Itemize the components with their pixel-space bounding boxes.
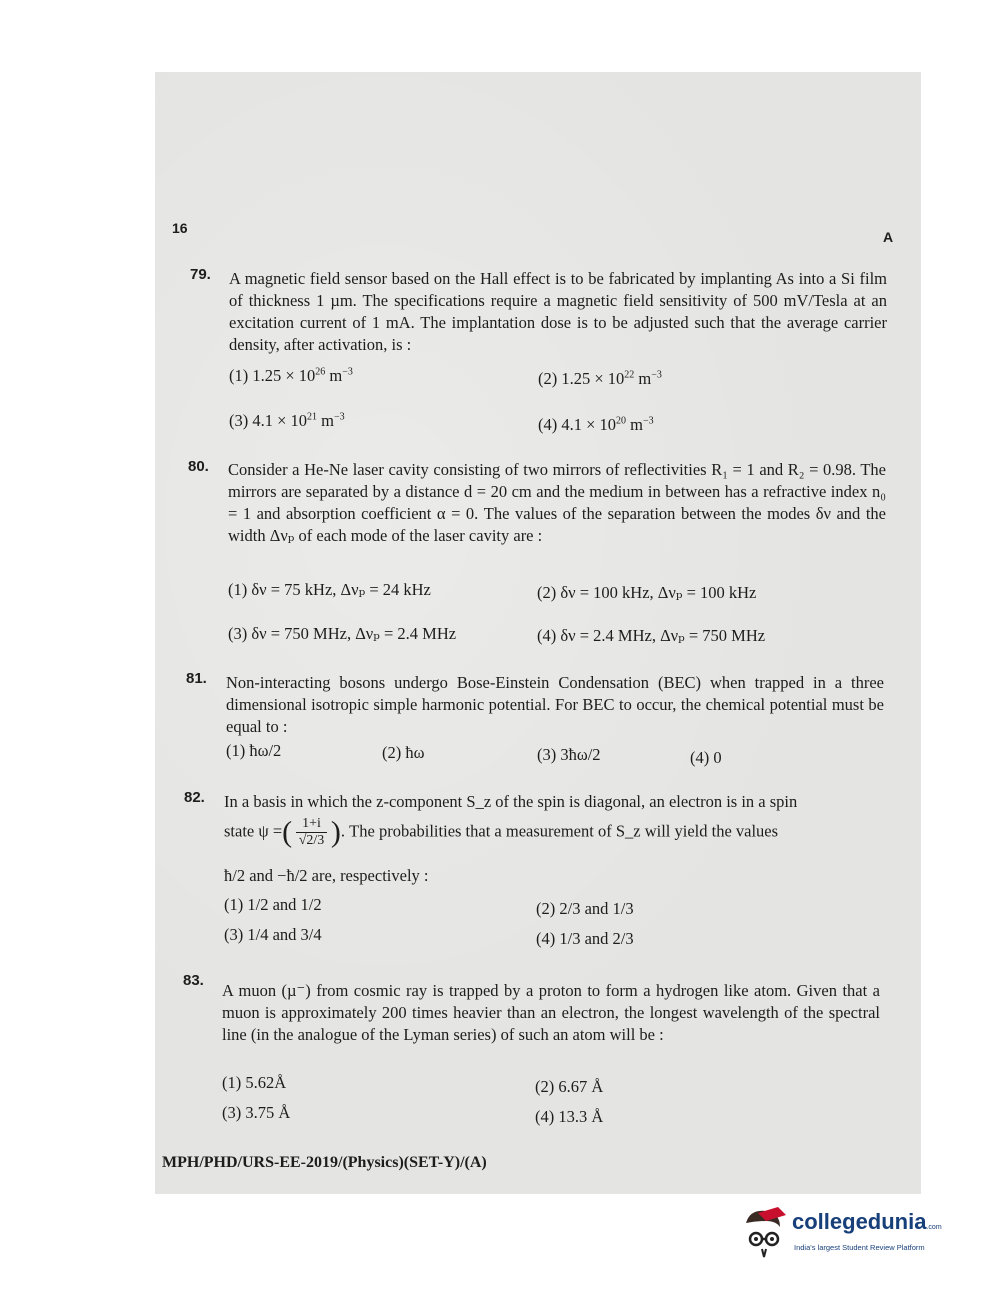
q79-text: A magnetic field sensor based on the Hall effect is to be fabricated by implanting As into a Si film of thickness 1 µm. The specifications require a magnetic field sensitivity of 500 mV/Tesla at an excitation current of 1 mA. The implantation dose is to be adjusted such that the average carrier density, after activation, is : <box>229 269 887 354</box>
q83-option-3: (3) 3.75 Å <box>222 1103 291 1122</box>
q80-option-1: (1) δν = 75 kHz, Δνₚ = 24 kHz <box>228 580 431 599</box>
q81-number: 81. <box>186 670 207 687</box>
q79-option-3: (3) $4.1 \times 10^{21}$ $m^{-3}$ <box>229 411 345 430</box>
q80-text: Consider a He-Ne laser cavity consisting of two mirrors of reflectivities R₁ = 1 and R₂ = 0.98. The mirrors are separated by a distance d = 20 cm and the medium in between has a refractive index n₀ = 1 and absorption coefficient α = 0. The values of the separation between the modes δν and the width Δνₚ of each mode of the laser cavity are : <box>228 460 886 545</box>
footer-exam-code: MPH/PHD/URS-EE-2019/(Physics)(SET-Y)/(A) <box>162 1154 487 1171</box>
q83-option-2: (2) 6.67 Å <box>535 1077 604 1096</box>
q82-option-3: (3) 1/4 and 3/4 <box>224 925 322 944</box>
collegedunia-logo[interactable] <box>736 1203 966 1273</box>
graduate-mascot-icon <box>736 1203 792 1259</box>
q82-option-2: (2) 2/3 and 1/3 <box>536 899 634 918</box>
q82-option-1: (1) 1/2 and 1/2 <box>224 895 322 914</box>
q82-line-2: state ψ =( $\frac{1+i}{√2/3}$ ). The probabilities that a measurement of S_z will yield the values <box>224 815 779 849</box>
q83-option-1: (1) 5.62Å <box>222 1073 287 1092</box>
q82-option-4: (4) 1/3 and 2/3 <box>536 929 634 948</box>
set-letter: A <box>883 229 894 245</box>
q79-option-1: (1) $1.25 \times 10^{26}$ $m^{-3}$ <box>229 366 353 385</box>
q80-option-2: (2) δν = 100 kHz, Δνₚ = 100 kHz <box>537 583 757 602</box>
q80-option-4: (4) δν = 2.4 MHz, Δνₚ = 750 MHz <box>537 626 766 645</box>
q79-option-2: (2) $1.25 \times 10^{22}$ $m^{-3}$ <box>538 369 662 388</box>
q81-option-1: (1) ħω/2 <box>226 741 282 760</box>
q81-option-2: (2) ħω <box>382 743 425 762</box>
q83-number: 83. <box>183 972 204 989</box>
q79-number: 79. <box>190 266 211 283</box>
q83-text: A muon (µ⁻) from cosmic ray is trapped by a proton to form a hydrogen like atom. Given that a muon is approximately 200 times heavier than an electron, the longest wavelength of the spectral line (in the analogue of the Lyman series) of such an atom will be : <box>222 981 880 1044</box>
q82-state-fraction: $\frac{1+i}{√2/3}$ <box>296 816 327 849</box>
page-number: 16 <box>172 220 188 236</box>
q81-option-3: (3) 3ħω/2 <box>537 745 601 764</box>
q80-option-3: (3) δν = 750 MHz, Δνₚ = 2.4 MHz <box>228 624 457 643</box>
q81-option-4: (4) 0 <box>690 748 722 767</box>
brand-tagline: India's largest Student Review Platform <box>794 1243 925 1252</box>
q81-text: Non-interacting bosons undergo Bose-Einstein Condensation (BEC) when trapped in a three dimensional isotropic simple harmonic potential. For BEC to occur, the chemical potential must be equal to : <box>226 673 884 736</box>
q82-line-3: ħ/2 and −ħ/2 are, respectively : <box>224 866 429 885</box>
q80-number: 80. <box>188 458 209 475</box>
q82-number: 82. <box>184 789 205 806</box>
q83-option-4: (4) 13.3 Å <box>535 1107 604 1126</box>
brand-name: collegedunia.com <box>792 1209 942 1234</box>
q82-line-1: In a basis in which the z-component S_z of the spin is diagonal, an electron is in a spin <box>224 792 798 811</box>
q79-option-4: (4) $4.1 \times 10^{20}$ $m^{-3}$ <box>538 415 654 434</box>
